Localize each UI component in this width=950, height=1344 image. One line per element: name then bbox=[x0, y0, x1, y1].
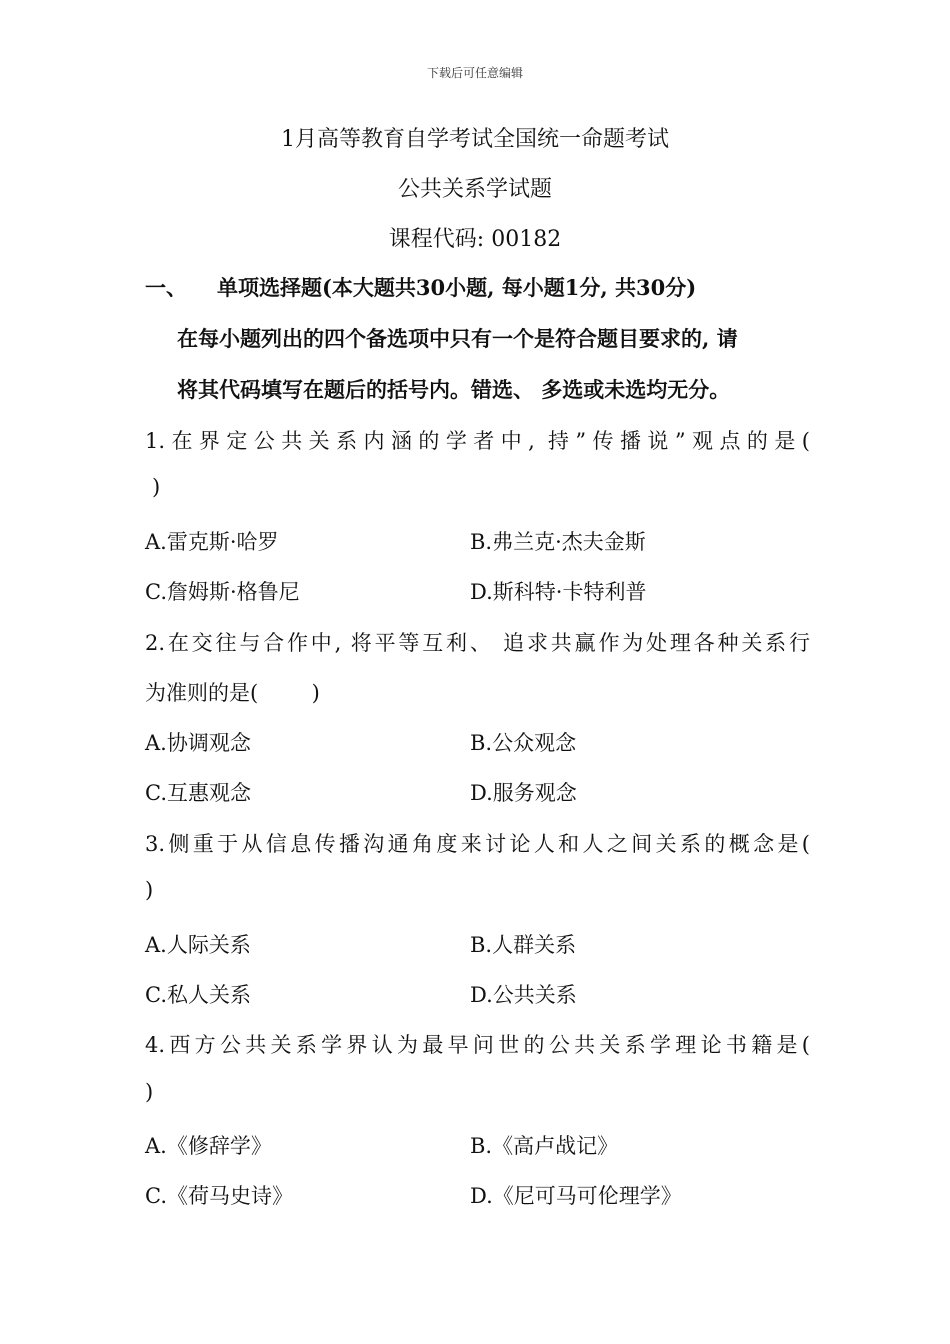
question-1-option-c: C.詹姆斯·格鲁尼 bbox=[145, 580, 300, 604]
question-4-text-cont: ) bbox=[145, 1080, 154, 1104]
question-3-option-a: A.人际关系 bbox=[145, 933, 251, 957]
question-2-option-d: D.服务观念 bbox=[470, 781, 577, 805]
question-1-option-a: A.雷克斯·哈罗 bbox=[145, 530, 279, 554]
section-number: 一、 bbox=[145, 275, 187, 300]
question-2-text: 2.在交往与合作中, 将平等互利、 追求共赢作为处理各种关系行 bbox=[145, 631, 810, 655]
question-2-text-cont: 为准则的是( ) bbox=[145, 681, 320, 705]
question-2-option-b: B.公众观念 bbox=[470, 731, 577, 755]
question-2-option-a: A.协调观念 bbox=[145, 731, 251, 755]
section-label: 单项选择题(本大题共30小题, 每小题1分, 共30分) bbox=[217, 275, 697, 300]
question-4-option-d: D.《尼可马可伦理学》 bbox=[470, 1184, 682, 1208]
instruction-line-1: 在每小题列出的四个备选项中只有一个是符合题目要求的, 请 bbox=[177, 326, 738, 351]
question-1-option-b: B.弗兰克·杰夫金斯 bbox=[470, 530, 646, 554]
course-code: 课程代码: 00182 bbox=[388, 227, 562, 252]
question-4-option-a: A.《修辞学》 bbox=[145, 1134, 272, 1158]
question-1-option-d: D.斯科特·卡特利普 bbox=[470, 580, 647, 604]
section-heading bbox=[145, 272, 810, 302]
question-3-option-d: D.公共关系 bbox=[470, 983, 577, 1007]
question-1-text: 1.在界定公共关系内涵的学者中, 持”传播说”观点的是( bbox=[145, 429, 810, 453]
question-2-option-c: C.互惠观念 bbox=[145, 781, 251, 805]
question-1-text-cont: ) bbox=[152, 475, 161, 499]
question-3-option-c: C.私人关系 bbox=[145, 983, 251, 1007]
question-4-option-b: B.《高卢战记》 bbox=[470, 1134, 619, 1158]
exam-subject: 公共关系学试题 bbox=[397, 177, 552, 202]
question-4-option-c: C.《荷马史诗》 bbox=[145, 1184, 293, 1208]
question-4-text: 4.西方公共关系学界认为最早问世的公共关系学理论书籍是( bbox=[145, 1033, 810, 1057]
exam-title: 1月高等教育自学考试全国统一命题考试 bbox=[281, 127, 669, 152]
page-header: 下载后可任意编辑 bbox=[426, 66, 523, 80]
question-3-option-b: B.人群关系 bbox=[470, 933, 577, 957]
question-3-text: 3.侧重于从信息传播沟通角度来讨论人和人之间关系的概念是( bbox=[145, 832, 810, 856]
question-3-text-cont: ) bbox=[145, 878, 154, 902]
instruction-line-2: 将其代码填写在题后的括号内。错选、 多选或未选均无分。 bbox=[177, 377, 731, 402]
